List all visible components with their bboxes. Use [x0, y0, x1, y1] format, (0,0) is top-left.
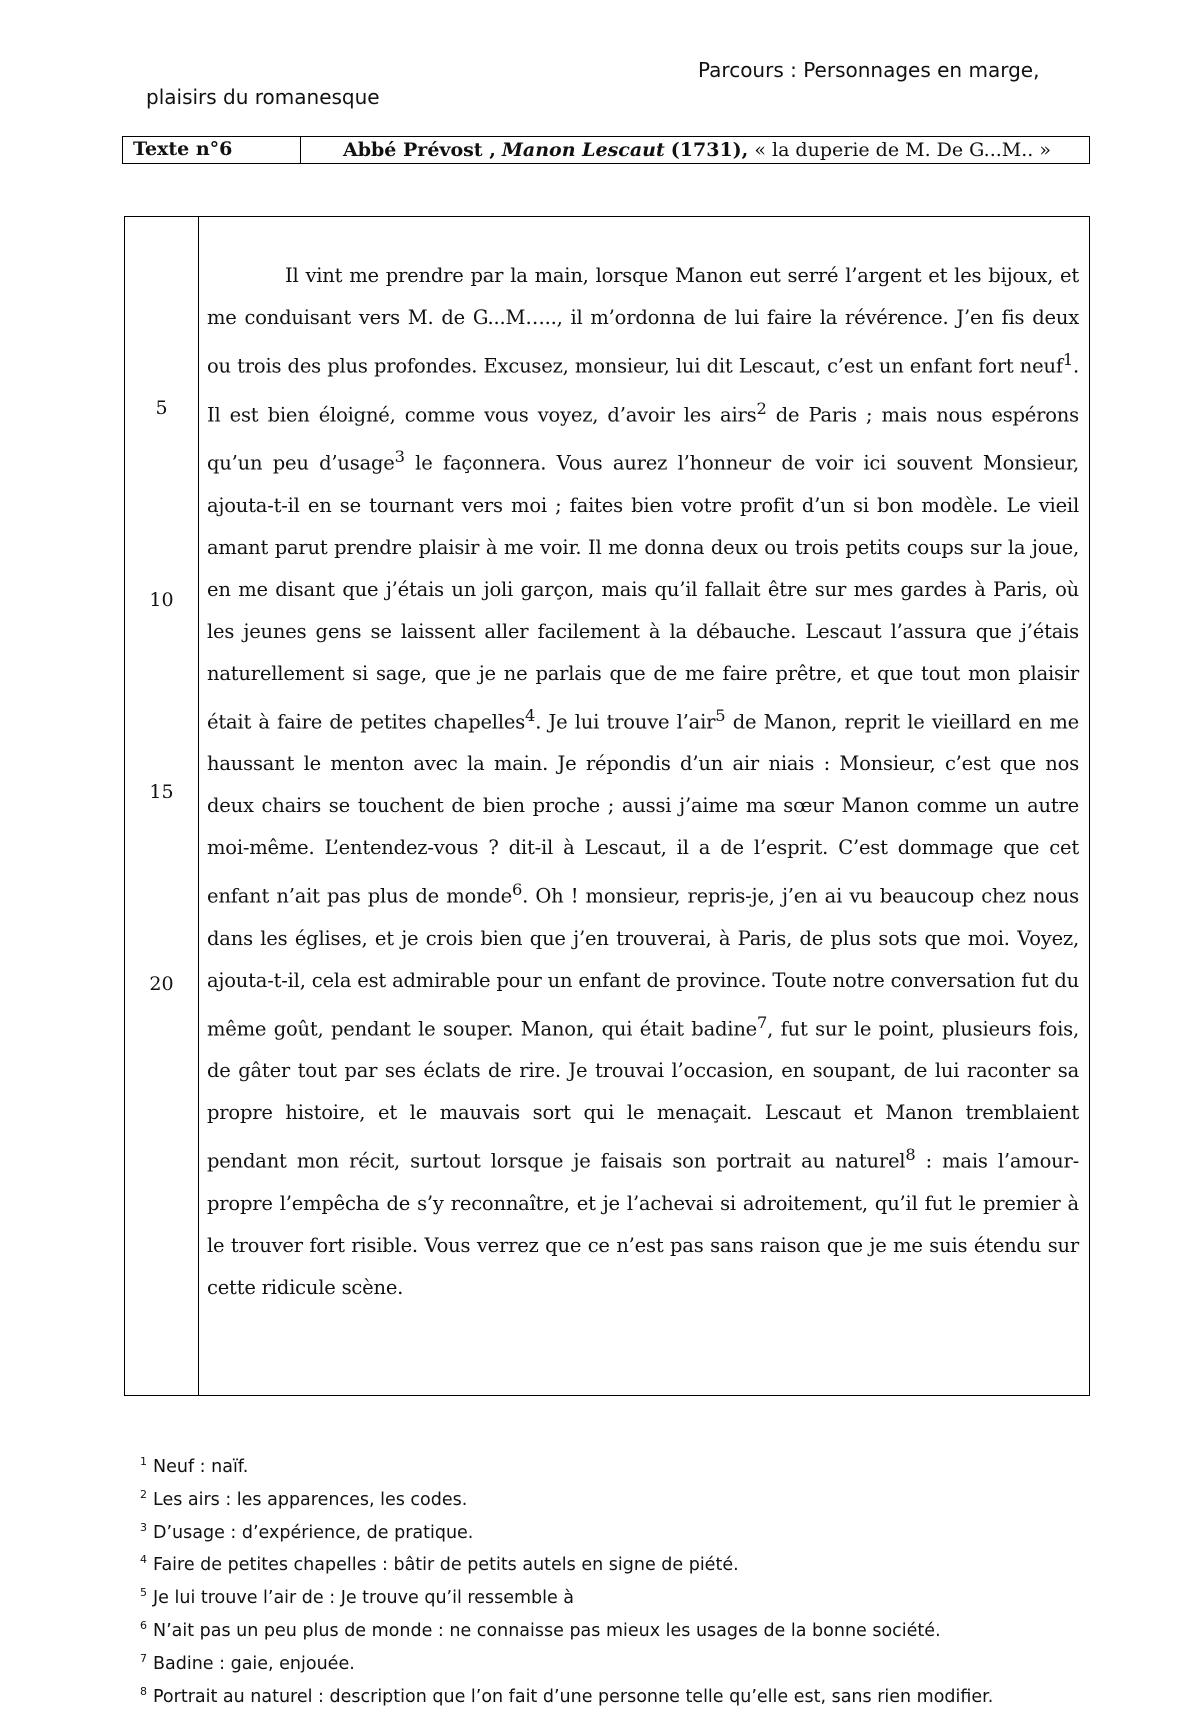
footnote: $^5$ Je lui trouve l’air de : Je trouve qu’il ressemble à: [140, 1586, 575, 1609]
footnote-ref: 2: [756, 398, 767, 418]
work-title: Manon Lescaut: [501, 139, 665, 161]
footnotes: [140, 1448, 993, 1711]
footnote: $^3$ D’usage : d’expérience, de pratique.: [140, 1520, 474, 1543]
line-number: 15: [149, 781, 174, 803]
author-name: Abbé Prévost ,: [343, 139, 496, 161]
line-number: 20: [149, 973, 174, 995]
header-course-title: Parcours : Personnages en marge,: [698, 58, 1040, 82]
footnote: $^1$ Neuf : naïf.: [140, 1455, 249, 1477]
footnote: $^4$ Faire de petites chapelles : bâtir de petits autels en signe de piété.: [140, 1553, 739, 1576]
footnote-ref: 3: [394, 447, 405, 466]
footnote-ref: 7: [757, 1012, 768, 1032]
footnote: $^7$ Badine : gaie, enjouée.: [140, 1651, 355, 1674]
work-year: (1731),: [670, 139, 749, 161]
header-course-subtitle: plaisirs du romanesque: [146, 85, 380, 109]
text-reference: [301, 137, 1089, 163]
line-number-column: [125, 217, 199, 1395]
footnote-ref: 5: [715, 705, 726, 725]
footnote-ref: 1: [1062, 350, 1073, 369]
line-number: 5: [155, 397, 168, 419]
line-number: 10: [149, 589, 174, 611]
extract-title: « la duperie de M. De G...M.. »: [754, 139, 1051, 161]
footnote-ref: 6: [512, 880, 523, 899]
text-number-label: Texte n°6: [123, 137, 301, 163]
passage-text: Il vint me prendre par la main, lorsque Manon eut serré l’argent et les bijoux, et me conduisant vers M. de G...M….., il m’ordonna de lui faire la révérence. J’en fis deux ou trois des plus profondes. Excusez, monsieur, lui dit Lescaut, c’est un enfant fort neuf$^1$. Il est bien éloigné, comme vous voyez, d’avoir les airs$^2$ de Paris ; mais nous espérons qu’un peu d’usage$^3$ le façonnera. Vous aurez l’honneur de voir ici souvent Monsieur, ajouta-t-il en se tournant vers moi ; faites bien votre profit d’un si bon modèle. Le vieil amant parut prendre plaisir à me voir. Il me donna deux ou trois petits coups sur la joue, en me disant que j’étais un joli garçon, mais qu’il fallait être sur mes gardes à Paris, où les jeunes gens se laissent aller facilement à la débauche. Lescaut l’assura que j’étais naturellement si sage, que je ne parlais que de me faire prêtre, et que tout mon plaisir était à faire de petites chapelles$^4$. Je lui trouve l’air$^5$ de Manon, reprit le vieillard en me haussant le menton avec la main. Je répondis d’un air niais : Monsieur, c’est que nos deux chairs se touchent de bien proche ; aussi j’aime ma sœur Manon comme un autre moi-même. L’entendez-vous ? dit-il à Lescaut, il a de l’esprit. C’est dommage que cet enfant n’ait pas plus de monde$^6$. Oh ! monsieur, repris-je, j’en ai vu beaucoup chez nous dans les églises, et je crois bien que j’en trouverai, à Paris, de plus sots que moi. Voyez, ajouta-t-il, cela est admirable pour un enfant de province. Toute notre conversation fut du même goût, pendant le souper. Manon, qui était badine$^7$, fut sur le point, plusieurs fois, de gâter tout par ses éclats de rire. Je trouvai l’occasion, en soupant, de lui raconter sa propre histoire, et le mauvais sort qui le menaçait. Lescaut et Manon tremblaient pendant mon récit, surtout lorsque je faisais son portrait au naturel$^8$ : mais l’amour-propre l’empêcha de s’y reconnaître, et je l’achevai si adroitement, qu’il fut le premier à le trouver fort risible. Vous verrez que ce n’est pas sans raison que je me suis étendu sur cette ridicule scène.: [207, 264, 1079, 1299]
passage-box: [124, 216, 1090, 1396]
text-title-box: [122, 136, 1090, 164]
footnote: $^8$ Portrait au naturel : description que l’on fait d’une personne telle qu’elle est, sans rien modifier.: [140, 1684, 994, 1707]
footnote-ref: 4: [525, 705, 536, 725]
footnote-ref: 8: [905, 1145, 916, 1164]
footnote: $^6$ N’ait pas un peu plus de monde : ne connaisse pas mieux les usages de la bonne société.: [140, 1619, 941, 1641]
footnote: $^2$ Les airs : les apparences, les codes.: [140, 1487, 468, 1510]
